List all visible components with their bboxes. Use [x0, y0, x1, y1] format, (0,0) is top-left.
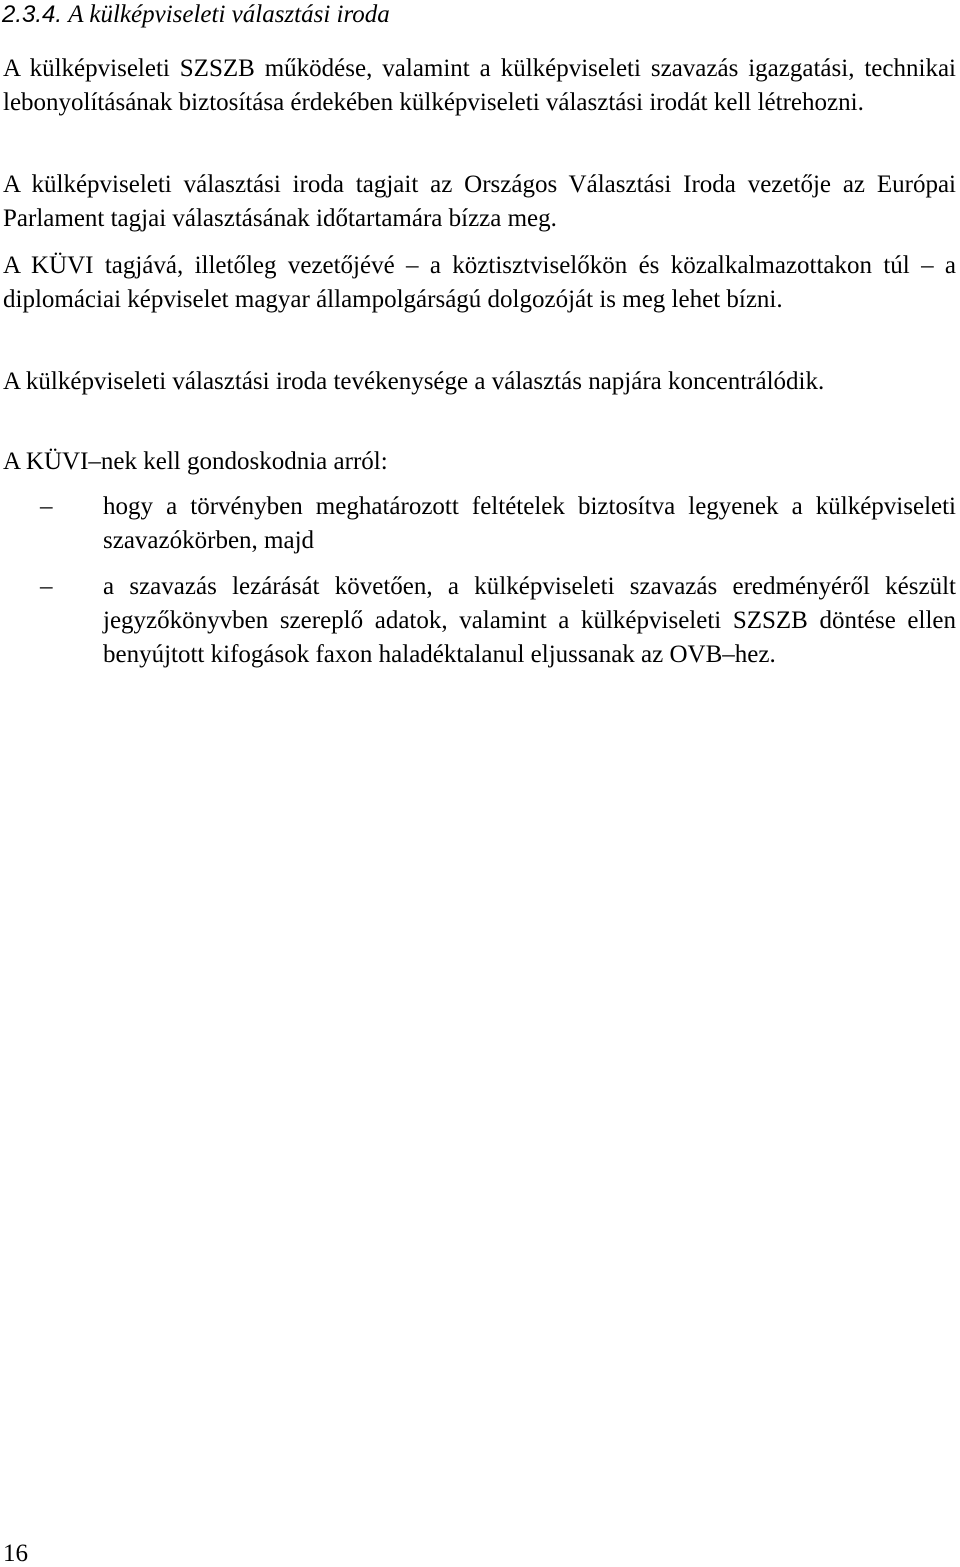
- list-item: [0, 490, 960, 559]
- section-number: 2.3.4.: [2, 1, 63, 28]
- list-item: [0, 570, 960, 673]
- paragraph-3: A KÜVI tagjává, illetőleg vezetőjévé – a köztisztviselőkön és közalkalmazottakon túl – a diplomáciai képviselet magyar állampolgárságú dolgozóját is meg lehet bízni.: [3, 252, 956, 314]
- dash-marker: –: [40, 493, 53, 520]
- page-number: 16: [3, 1540, 28, 1567]
- section-title: A külképviseleti választási iroda: [68, 1, 390, 28]
- paragraph-1: A külképviseleti SZSZB működése, valamint a külképviseleti szavazás igazgatási, technikai lebonyolításának biztosítása érdekében külképviseleti választási irodát kell létrehozni.: [3, 55, 956, 117]
- paragraph-2: A külképviseleti választási iroda tagjait az Országos Választási Iroda vezetője az Európai Parlament tagjai választásának időtartamára bízza meg.: [3, 171, 956, 233]
- paragraph-5: A KÜVI–nek kell gondoskodnia arról:: [3, 448, 388, 475]
- list-item-text: a szavazás lezárását követően, a külképviseleti szavazás eredményéről készült jegyzőkönyvben szereplő adatok, valamint a külképviseleti SZSZB döntése ellen benyújtott kifogások faxon haladéktalanul eljussanak az OVB–hez.: [103, 572, 956, 669]
- paragraph-4: A külképviseleti választási iroda tevékenysége a választás napjára koncentrálódik.: [3, 368, 825, 395]
- dash-marker: –: [40, 572, 53, 600]
- section-heading: [2, 0, 390, 29]
- list-item-text: hogy a törvényben meghatározott feltételek biztosítva legyenek a külképviseleti szavazókörben, majd: [103, 493, 956, 555]
- bullet-list: [0, 490, 960, 683]
